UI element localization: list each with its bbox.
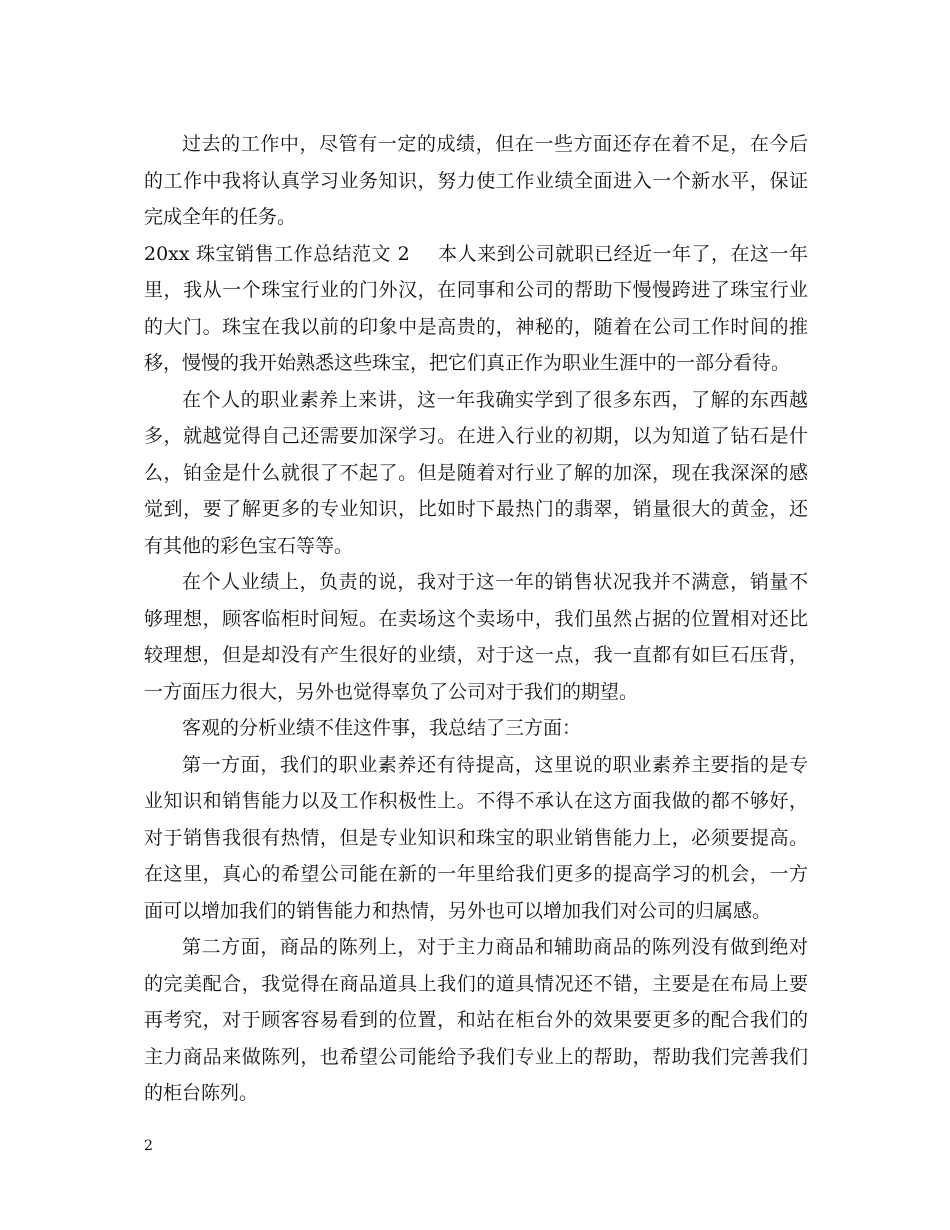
paragraph-4: 在个人业绩上，负责的说，我对于这一年的销售状况我并不满意，销量不够理想，顾客临柜时间短。在卖场这个卖场中，我们虽然占据的位置相对还比较理想，但是却没有产生很好的业绩，对于这一点，我一直都有如巨石压背，一方面压力很大，另外也觉得辜负了公司对于我们的期望。 bbox=[144, 571, 808, 703]
paragraph-2-text: 本人来到公司就职已经近一年了，在这一年里，我从一个珠宝行业的门外汉，在同事和公司的帮助下慢慢跨进了珠宝行业的大门。珠宝在我以前的印象中是高贵的，神秘的，随着在公司工作时间的推移，慢慢的我开始熟悉这些珠宝，把它们真正作为职业生涯中的一部分看待。 bbox=[144, 242, 808, 374]
paragraph-5: 客观的分析业绩不佳这件事，我总结了三方面： bbox=[182, 717, 582, 739]
paragraph-6: 第一方面，我们的职业素养还有待提高，这里说的职业素养主要指的是专业知识和销售能力以及工作积极性上。不得不承认在这方面我做的都不够好，对于销售我很有热情，但是专业知识和珠宝的职业销售能力上，必须要提高。在这里，真心的希望公司能在新的一年里给我们更多的提高学习的机会，一方面可以增加我们的销售能力和热情，另外也可以增加我们对公司的归属感。 bbox=[144, 753, 808, 922]
paragraph-7: 第二方面，商品的陈列上，对于主力商品和辅助商品的陈列没有做到绝对的完美配合，我觉得在商品道具上我们的道具情况还不错，主要是在布局上要再考究，对于顾客容易看到的位置，和站在柜台外的效果要更多的配合我们的主力商品来做陈列，也希望公司能给予我们专业上的帮助，帮助我们完善我们的柜台陈列。 bbox=[144, 936, 808, 1104]
section-heading: 20xx 珠宝销售工作总结范文 2 bbox=[144, 242, 410, 265]
paragraph-2 bbox=[144, 236, 808, 382]
paragraph-3: 在个人的职业素养上来讲，这一年我确实学到了很多东西，了解的东西越多，就越觉得自己还需要加深学习。在进入行业的初期，以为知道了钻石是什么，铂金是什么就很了不起了。但是随着对行业了解的加深，现在我深深的感觉到，要了解更多的专业知识，比如时下最热门的翡翠，销量很大的黄金，还有其他的彩色宝石等等。 bbox=[144, 388, 808, 557]
body-text bbox=[144, 126, 808, 1112]
paragraph-1: 过去的工作中，尽管有一定的成绩，但在一些方面还存在着不足，在今后的工作中我将认真学习业务知识，努力使工作业绩全面进入一个新水平，保证完成全年的任务。 bbox=[144, 133, 808, 228]
page-number: 2 bbox=[144, 1138, 153, 1154]
